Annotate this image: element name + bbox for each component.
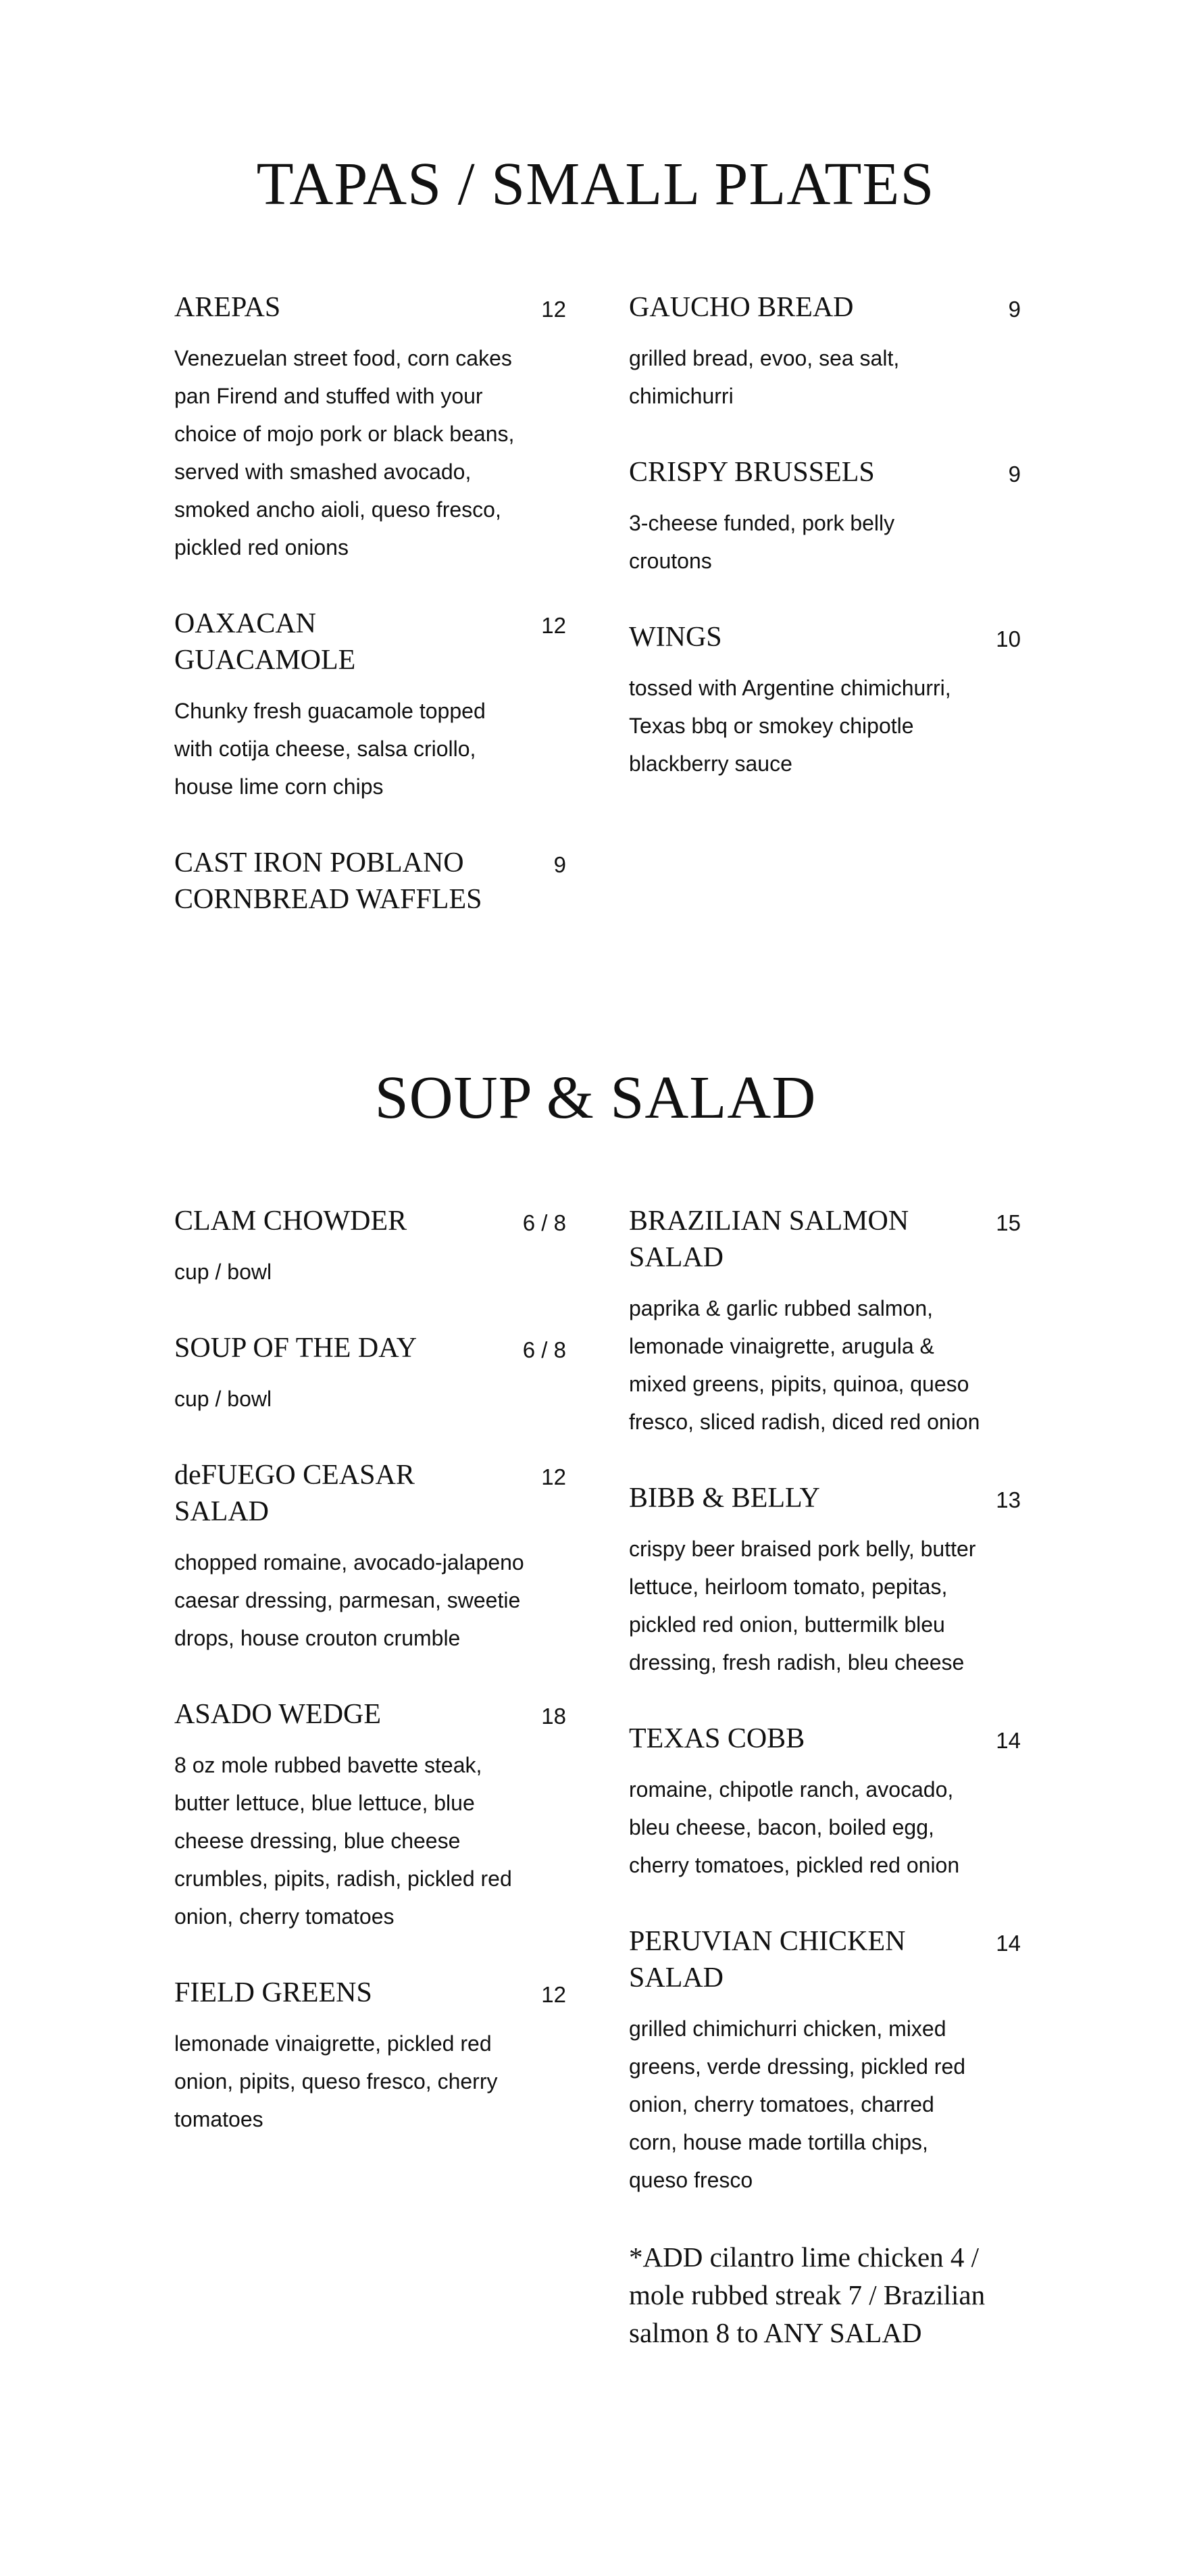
item-name: TEXAS COBB xyxy=(629,1723,805,1754)
item-name: BIBB & BELLY xyxy=(629,1483,820,1514)
soup-salad-right-column xyxy=(629,1203,1021,2352)
item-name: PERUVIAN CHICKEN SALAD xyxy=(629,1926,906,1993)
item-description: cup / bowl xyxy=(174,1260,272,1284)
item-description: grilled chimichurri chicken, mixed greens, verde dressing, pickled red onion, cherry tomatoes, charred corn, house made tortilla chips, queso fresco xyxy=(629,2016,966,2192)
menu-item-peruvian-chicken-salad xyxy=(629,1923,1021,2199)
item-description: paprika & garlic rubbed salmon, lemonade vinaigrette, arugula & mixed greens, pipits, quinoa, queso fresco, sliced radish, diced red onion xyxy=(629,1296,980,1434)
item-description: 8 oz mole rubbed bavette steak, butter lettuce, blue lettuce, blue cheese dressing, blue cheese crumbles, pipits, radish, pickled red onion, cherry tomatoes xyxy=(174,1753,512,1929)
item-name: SOUP OF THE DAY xyxy=(174,1333,417,1364)
item-name: CLAM CHOWDER xyxy=(174,1206,407,1237)
item-price: 14 xyxy=(996,1728,1021,1753)
menu-item-defuego-caesar-salad xyxy=(174,1457,566,1657)
menu-item-cornbread-waffles xyxy=(174,845,566,918)
item-name: CAST IRON POBLANO CORNBREAD WAFFLES xyxy=(174,847,482,915)
menu-item-clam-chowder xyxy=(174,1203,566,1291)
soup-salad-left-column xyxy=(174,1203,566,2177)
menu-item-brazilian-salmon-salad xyxy=(629,1203,1021,1441)
item-price: 9 xyxy=(553,852,566,877)
menu-item-crispy-brussels xyxy=(629,454,1021,580)
menu-item-wings xyxy=(629,619,1021,783)
item-description: chopped romaine, avocado-jalapeno caesar dressing, parmesan, sweetie drops, house crouton crumble xyxy=(174,1550,524,1650)
item-price: 6 / 8 xyxy=(522,1210,566,1235)
item-price: 12 xyxy=(541,297,566,322)
item-description: Venezuelan street food, corn cakes pan Firend and stuffed with your choice of mojo pork or black beans, served with smashed avocado, smoked ancho aioli, queso fresco, pickled red onions xyxy=(174,346,515,560)
tapas-left-column xyxy=(174,289,566,957)
item-price: 9 xyxy=(1008,297,1021,322)
item-description: cup / bowl xyxy=(174,1387,272,1411)
item-description: crispy beer braised pork belly, butter lettuce, heirloom tomato, pepitas, pickled red onion, buttermilk bleu dressing, fresh radish, bleu cheese xyxy=(629,1537,976,1675)
item-name: CRISPY BRUSSELS xyxy=(629,457,875,488)
menu-item-bibb-and-belly xyxy=(629,1480,1021,1681)
menu-item-asado-wedge xyxy=(174,1696,566,1935)
item-price: 14 xyxy=(996,1931,1021,1956)
item-price: 15 xyxy=(996,1210,1021,1235)
item-name: AREPAS xyxy=(174,292,281,323)
item-name: FIELD GREENS xyxy=(174,1977,372,2008)
item-price: 6 / 8 xyxy=(522,1337,566,1362)
section-title-soup-salad: SOUP & SALAD xyxy=(374,1064,817,1131)
item-description: Chunky fresh guacamole topped with cotija cheese, salsa criollo, house lime corn chips xyxy=(174,699,486,799)
item-name: deFUEGO CEASAR SALAD xyxy=(174,1460,415,1527)
salad-add-on-note: *ADD cilantro lime chicken 4 / mole rubbed streak 7 / Brazilian salmon 8 to ANY SALAD xyxy=(629,2241,986,2348)
item-name: BRAZILIAN SALMON SALAD xyxy=(629,1206,909,1273)
item-name: GAUCHO BREAD xyxy=(629,292,854,323)
section-title-tapas: TAPAS / SMALL PLATES xyxy=(256,151,935,218)
item-price: 12 xyxy=(541,1982,566,2007)
item-description: 3-cheese funded, pork belly croutons xyxy=(629,511,895,573)
menu-item-oaxacan-guacamole xyxy=(174,605,566,806)
item-price: 12 xyxy=(541,613,566,638)
item-name: WINGS xyxy=(629,622,722,653)
item-name: ASADO WEDGE xyxy=(174,1699,382,1730)
item-description: grilled bread, evoo, sea salt, chimichurri xyxy=(629,346,900,408)
item-description: romaine, chipotle ranch, avocado, bleu cheese, bacon, boiled egg, cherry tomatoes, pickled red onion xyxy=(629,1777,960,1877)
tapas-right-column xyxy=(629,289,1021,822)
menu-item-gaucho-bread xyxy=(629,289,1021,415)
menu-item-field-greens xyxy=(174,1975,566,2138)
item-price: 12 xyxy=(541,1464,566,1489)
menu-item-texas-cobb xyxy=(629,1720,1021,1884)
menu-item-soup-of-the-day xyxy=(174,1330,566,1418)
menu-item-arepas xyxy=(174,289,566,566)
item-price: 10 xyxy=(996,626,1021,651)
item-description: tossed with Argentine chimichurri, Texas bbq or smokey chipotle blackberry sauce xyxy=(629,676,951,776)
item-price: 18 xyxy=(541,1704,566,1729)
item-name: OAXACAN GUACAMOLE xyxy=(174,608,356,676)
item-price: 9 xyxy=(1008,462,1021,487)
item-description: lemonade vinaigrette, pickled red onion, pipits, queso fresco, cherry tomatoes xyxy=(174,2031,498,2131)
item-price: 13 xyxy=(996,1487,1021,1512)
